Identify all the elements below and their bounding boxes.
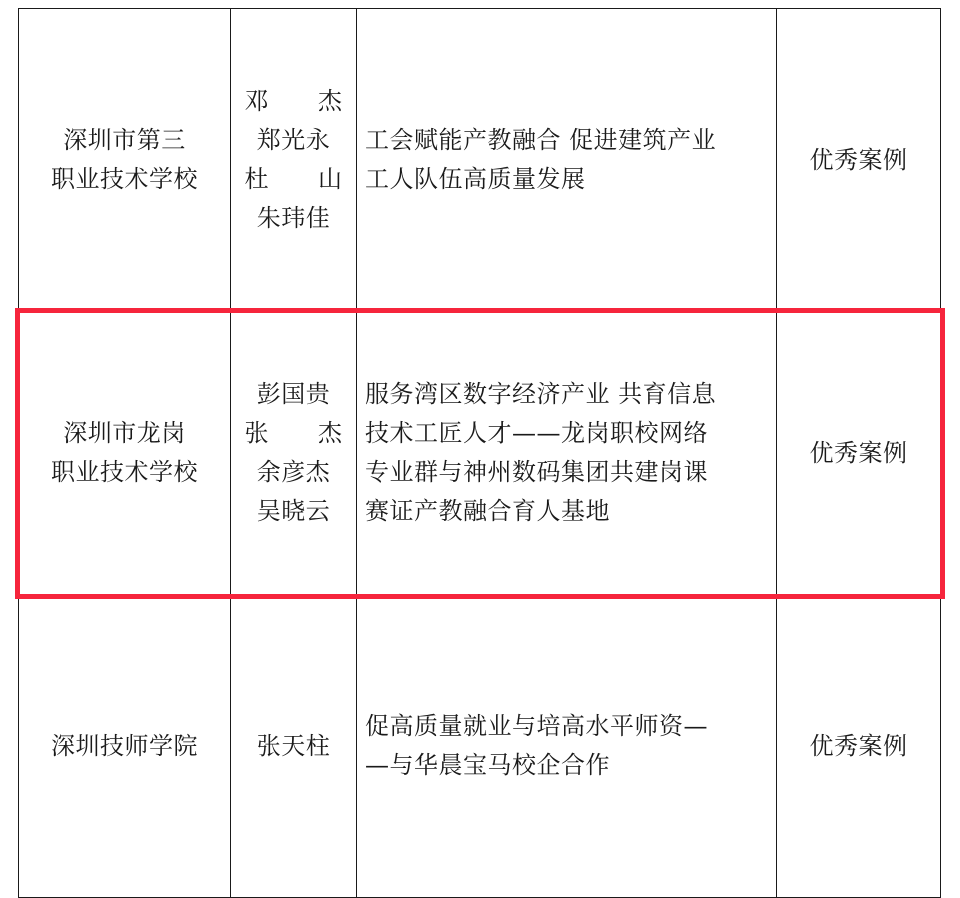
- table-cell-award: 优秀案例: [777, 595, 941, 898]
- name-line: 吴晓云: [256, 496, 331, 525]
- name-line: 彭国贵: [256, 380, 331, 409]
- school-line: 深圳技师学院: [51, 731, 198, 760]
- title-line: 促高质量就业与培高水平师资—: [365, 712, 708, 741]
- name-line: 张 杰: [244, 419, 343, 448]
- name-line: 张天柱: [256, 731, 331, 760]
- name-line: 杜 山: [244, 165, 343, 193]
- table-cell-award: 优秀案例: [777, 312, 941, 595]
- table-row-highlighted: [19, 312, 941, 595]
- school-line: 职业技术学校: [51, 458, 198, 486]
- title-line: —与华晨宝马校企合作: [365, 751, 610, 779]
- table-cell-school: [19, 312, 231, 595]
- school-line: 深圳市第三: [63, 126, 186, 155]
- title-line: 服务湾区数字经济产业 共育信息: [365, 380, 717, 409]
- table-cell-school: [19, 595, 231, 898]
- name-line: 邓 杰: [244, 87, 343, 116]
- table-cell-school: [19, 9, 231, 312]
- title-line: 工人队伍高质量发展: [365, 165, 586, 193]
- table-cell-names: [231, 312, 357, 595]
- table-row: [19, 595, 941, 898]
- school-line: 深圳市龙岗: [63, 419, 186, 448]
- table-cell-award: 优秀案例: [777, 9, 941, 312]
- table-row: [19, 9, 941, 312]
- title-line: 技术工匠人才——龙岗职校网络: [365, 419, 708, 448]
- table-cell-title: [357, 595, 777, 898]
- name-line: 余彦杰: [256, 458, 331, 486]
- school-line: 职业技术学校: [51, 165, 198, 193]
- results-table: [18, 8, 941, 898]
- title-line: 工会赋能产教融合 促进建筑产业: [365, 126, 717, 155]
- name-line: 朱玮佳: [256, 203, 331, 232]
- title-line: 专业群与神州数码集团共建岗课: [365, 458, 708, 486]
- table-cell-title: [357, 9, 777, 312]
- name-line: 郑光永: [256, 126, 331, 155]
- table-cell-names: [231, 595, 357, 898]
- title-line: 赛证产教融合育人基地: [365, 496, 610, 525]
- table-cell-names: [231, 9, 357, 312]
- table-cell-title: [357, 312, 777, 595]
